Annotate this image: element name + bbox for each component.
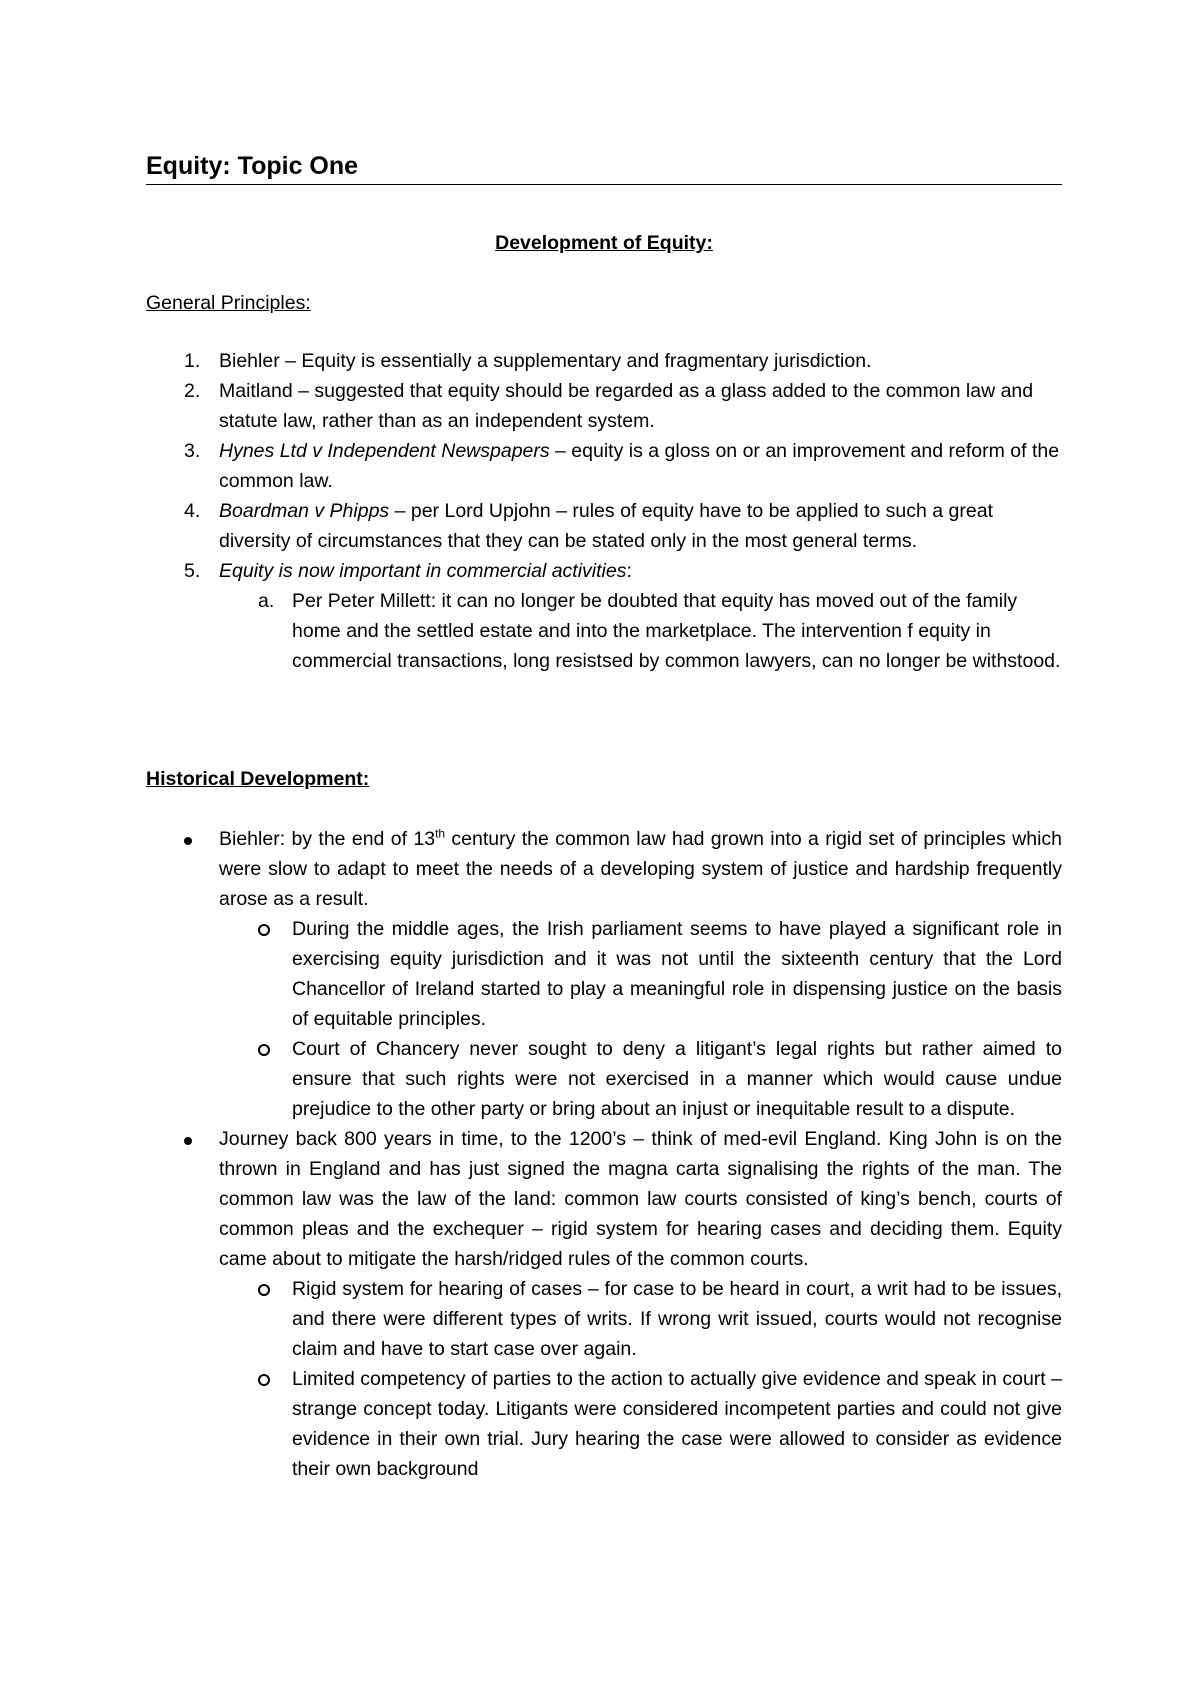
- list-item: [146, 346, 1062, 376]
- emphasis-text: Equity is now important in commercial activities: [219, 560, 627, 582]
- bullet-text: Biehler: by the end of 13: [219, 828, 436, 850]
- historical-development-list: [146, 824, 1062, 1484]
- sub-list-item-text: Per Peter Millett: it can no longer be doubted that equity has moved out of the family home and the settled estate and into the marketplace. The intervention f equity in commercial transactions, long resistsed by common lawyers, can no longer be withstood.: [292, 590, 1061, 672]
- list-item: [146, 496, 1062, 556]
- bullet-text: Journey back 800 years in time, to the 1200’s – think of med-evil England. King John is on the thrown in England and has just signed the magna carta signalising the rights of the man. The common law was the law of the land: common law courts consisted of king’s bench, courts of common pleas and the exchequer – rigid system for hearing cases and deciding them. Equity came about to mitigate the harsh/ridged rules of the common courts.: [219, 1128, 1062, 1270]
- list-marker: 4.: [184, 500, 201, 522]
- sub-list-item: [146, 586, 1062, 676]
- list-marker: 5.: [184, 560, 201, 582]
- sub-bullet-text: Court of Chancery never sought to deny a litigant’s legal rights but rather aimed to ensure that such rights were not exercised in a manner which would cause undue prejudice to the other party or bring about an injust or inequitable result to a dispute.: [292, 1038, 1062, 1120]
- superscript: th: [435, 826, 446, 841]
- list-item: [146, 556, 1062, 586]
- list-item-text: Maitland – suggested that equity should be regarded as a glass added to the common law and statute law, rather than as an independent system.: [219, 380, 1034, 432]
- list-marker: 1.: [184, 350, 201, 372]
- sub-bullet-text: During the middle ages, the Irish parliament seems to have played a significant role in exercising equity jurisdiction and it was not until the sixteenth century that the Lord Chancellor of Ireland started to play a meaningful role in dispensing justice on the basis of equitable principles.: [292, 918, 1062, 1030]
- document-title: Equity: Topic One: [146, 150, 1062, 185]
- list-item-text: – equity is a gloss on or an improvement and reform of the common law.: [219, 440, 1060, 492]
- sub-bullet-text: Rigid system for hearing of cases – for case to be heard in court, a writ had to be issues, and there were different types of writs. If wrong writ issued, courts would not recognise claim and have to start case over again.: [292, 1278, 1062, 1360]
- circle-marker: [258, 1364, 270, 1395]
- historical-development-heading: Historical Development:: [146, 768, 370, 790]
- bullet-item: [146, 1124, 1062, 1274]
- circle-marker: [258, 914, 270, 945]
- sub-bullet-item: [146, 914, 1062, 1034]
- sub-bullet-item: [146, 1034, 1062, 1124]
- bullet-marker: [184, 1124, 192, 1154]
- list-marker: 2.: [184, 380, 201, 402]
- sub-bullet-item: [146, 1274, 1062, 1364]
- bullet-text-continued: century the common law had grown into a rigid set of principles which were slow to adapt to meet the needs of a developing system of justice and hardship frequently arose as a result.: [219, 828, 1062, 910]
- general-principles-heading: General Principles:: [146, 292, 311, 314]
- general-principles-list: [146, 346, 1062, 676]
- circle-marker: [258, 1034, 270, 1065]
- sub-bullet-text: Limited competency of parties to the action to actually give evidence and speak in court – strange concept today. Litigants were considered incompetent parties and could not give evidence in their own trial. Jury hearing the case were allowed to consider as evidence their own background: [292, 1368, 1062, 1480]
- list-item-text: Biehler – Equity is essentially a supplementary and fragmentary jurisdiction.: [219, 350, 872, 372]
- list-marker: 3.: [184, 440, 201, 462]
- bullet-marker: [184, 824, 192, 854]
- list-item: [146, 376, 1062, 436]
- sub-bullet-item: [146, 1364, 1062, 1484]
- circle-marker: [258, 1274, 270, 1305]
- sub-list-marker: a.: [258, 590, 275, 612]
- section-heading: Development of Equity:: [495, 232, 713, 254]
- case-name: Boardman v Phipps: [219, 500, 390, 522]
- bullet-item: [146, 824, 1062, 914]
- list-item-text: :: [626, 560, 632, 582]
- case-name: Hynes Ltd v Independent Newspapers: [219, 440, 550, 462]
- list-item: [146, 436, 1062, 496]
- list-item-text: – per Lord Upjohn – rules of equity have to be applied to such a great diversity of circumstances that they can be stated only in the most general terms.: [219, 500, 994, 552]
